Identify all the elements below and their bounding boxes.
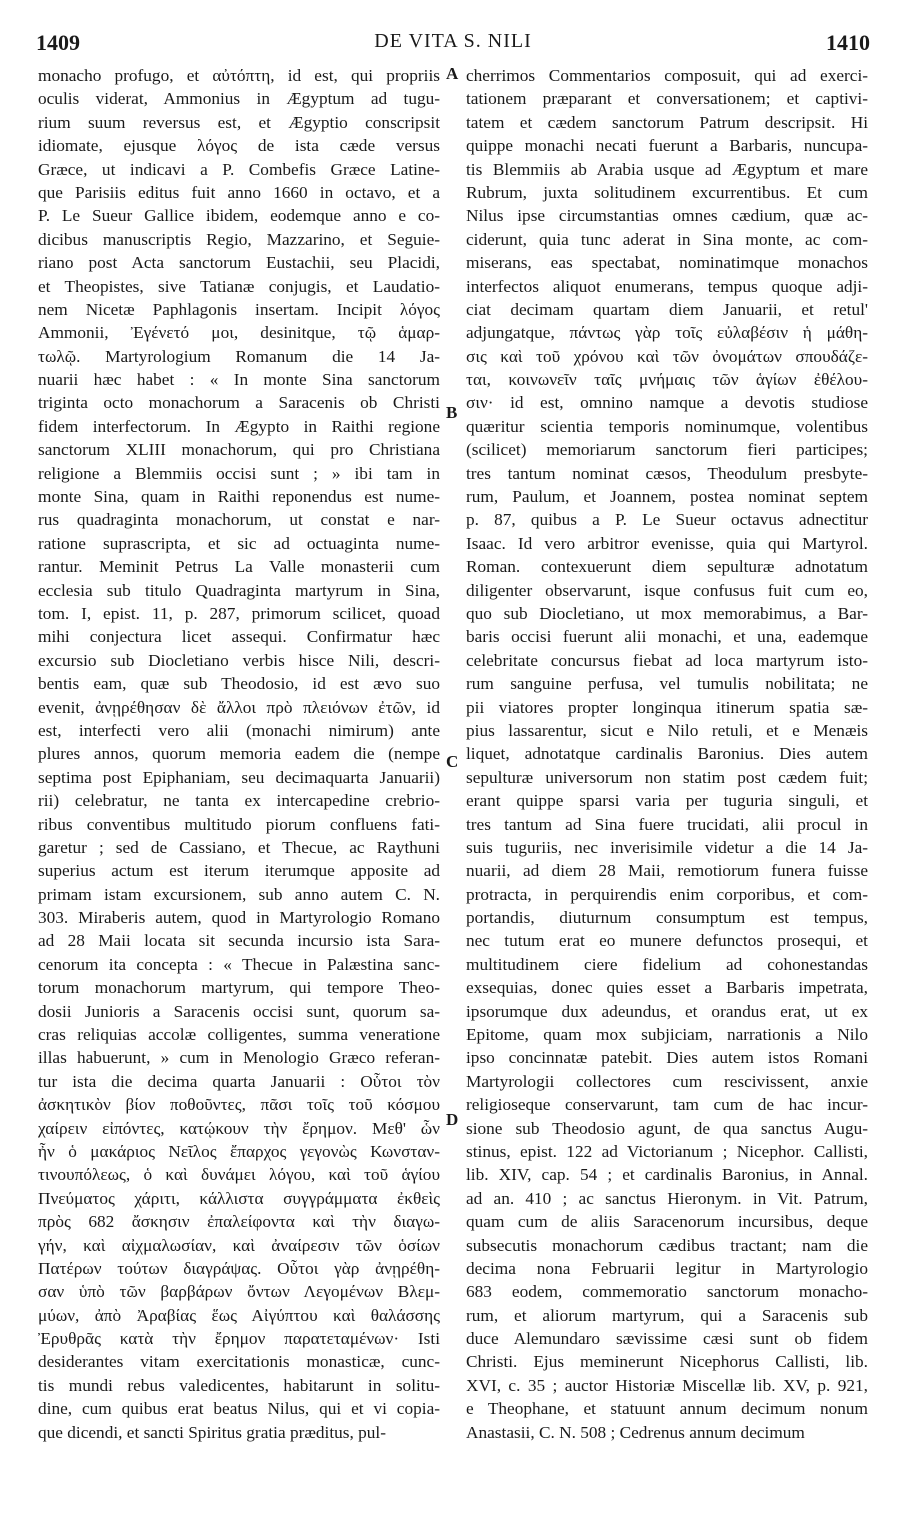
left-column-line: rus quadraginta monachorum, ut constat e nar- (38, 510, 440, 530)
right-column-line: stinus, epist. 122 ad Victorianum ; Nicephor. Callisti, (466, 1141, 868, 1161)
right-column-line: Roman. contexuerunt diem sepulturæ adnotatum (466, 557, 868, 577)
left-column-line: torum monachorum martyrum, qui tempore Theo- (38, 978, 440, 998)
left-column-line: desiderantes vitam exercitationis monasticæ, cunc- (38, 1352, 440, 1372)
left-column-line: septima post Epiphaniam, seu decimaquarta Januarii) (38, 767, 440, 787)
right-column-line: decima nona Februarii legitur in Martyrologio (466, 1258, 868, 1278)
left-column-line: monte Sina, quam in Raithi reponendus est nume- (38, 487, 440, 507)
left-column-line: ἀσκητικὸν βίον ποθοῦντες, πᾶσι τοῖς τοῦ κόσμου (38, 1095, 440, 1115)
right-column-line: quo sub Diocletiano, ut mox memorabimus, a Bar- (466, 603, 868, 623)
right-column-line: σιν· id est, omnino namque a devotis studiose (466, 393, 868, 413)
left-column-line: μύων, ἀπὸ Ἀραβίας ἕως Αἰγύπτου καὶ θαλάσσης (38, 1305, 440, 1325)
left-column-line: mihi conjectura licet assequi. Confirmatur hæc (38, 627, 440, 647)
left-column-line: P. Le Sueur Gallice ibidem, eodemque anno e co- (38, 206, 440, 226)
right-column-line: lib. XIV, cap. 54 ; et cardinalis Baronius, in Annal. (466, 1165, 868, 1185)
right-column-line: sione sub Theodosio agunt, de qua sanctus Augu- (466, 1118, 868, 1138)
right-column-line: quippe monachi necati fuerunt a Barbaris, nuncupa- (466, 136, 868, 156)
right-column-line: subsecutis monachorum cædibus tractant; nam die (466, 1235, 868, 1255)
margin-letter-a: A (446, 64, 459, 83)
right-column-line: Christi. Ejus meminerunt Nicephorus Callisti, lib. (466, 1352, 868, 1372)
right-column-line: Isaac. Id vero arbitror evenisse, quia qui Martyrol. (466, 533, 868, 553)
left-column-line: 303. Miraberis autem, quod in Martyrologio Romano (38, 908, 440, 928)
right-column-line: ipso concinnatæ patebit. Dies autem istos Romani (466, 1048, 868, 1068)
left-column-line: rantur. Meminit Petrus La Valle monasterii cum (38, 557, 440, 577)
left-column (38, 64, 440, 1444)
left-column-line: dicibus manuscriptis Regio, Mazzarino, et Seguie- (38, 229, 440, 249)
left-column-line: plures annos, quorum memoria eadem die (nempe (38, 744, 440, 764)
right-column-line: rum, Paulum, et Joannem, postea nominat septem (466, 487, 868, 507)
left-column-line: evenit, ἀνῃρέθησαν δὲ ἄλλοι πρὸ πλειόνων ἐτῶν, id (38, 697, 440, 717)
left-column-line: que Parisiis editus fuit anno 1660 in octavo, et a (38, 182, 440, 202)
margin-letter-b: B (446, 403, 458, 422)
left-column-line: ribus conventibus multitudo piorum confluens fati- (38, 814, 440, 834)
right-column-line: portandis, diuturnum consumptum est tempus, (466, 908, 868, 928)
running-title: DE VITA S. NILI (374, 30, 532, 52)
right-column-line: e Theophane, et statuunt annum decimum nonum (466, 1399, 868, 1419)
right-column-line: cherrimos Commentarios composuit, qui ad exerci- (466, 66, 868, 85)
right-column-line: ciat decimam quartam diem Januarii, et retul' (466, 299, 868, 319)
left-column-line: garetur ; sed de Cassiano, et Thecue, ac Raythuni (38, 837, 440, 857)
left-column-line: dosii Junioris a Saracenis occisi sunt, quorum sa- (38, 1001, 440, 1021)
right-column-line: ipsorumque dux adeundus, et orandus erat, ut ex (466, 1001, 868, 1021)
right-column (466, 64, 868, 1444)
right-page-number: 1410 (826, 30, 870, 55)
right-column-line: nuarii, ad diem 28 Maii, remotiorum funera fuisse (466, 861, 868, 881)
right-column-line: nec tutum erat eo munere defunctos prosequi, et (466, 931, 868, 951)
left-column-line: ad 28 Maii locata sit secunda incursio ista Sara- (38, 931, 440, 951)
left-column-line: τωλῷ. Martyrologium Romanum die 14 Ja- (38, 346, 440, 366)
right-column-line: duce Alemundaro sævissime cæsi sunt ob fidem (466, 1329, 868, 1349)
margin-letter-c: C (446, 752, 459, 771)
right-column-line: p. 87, quibus a P. Le Sueur octavus adnectitur (466, 510, 868, 530)
right-column-line: pius lassarentur, sicut e Nilo retuli, et e Menæis (466, 720, 868, 740)
right-column-line: tis Blemmiis ab Arabia usque ad Ægyptum et mare (466, 159, 868, 179)
left-column-line: rium suum reversus est, et Ægyptio conscripsit (38, 112, 440, 132)
right-column-line: tres tantum nominat cæsos, Theodulum presbyte- (466, 463, 868, 483)
left-column-line: oculis viderat, Ammonius in Ægyptum ad tugu- (38, 89, 440, 109)
left-column-line: que dicendi, et sancti Spiritus gratia præditus, pul- (38, 1422, 386, 1442)
left-column-line: et Theopistes, sive Tatianæ conjugis, et Laudatio- (38, 276, 440, 296)
left-column-line: monacho profugo, et αὐτόπτη, id est, qui propriis (38, 66, 440, 85)
right-column-line: ad an. 410 ; ac sanctus Hieronym. in Vit. Patrum, (466, 1188, 868, 1208)
left-column-line: nem Nicetæ Paphlagonis insertam. Incipit λόγος (38, 299, 440, 319)
left-column-line: τινουπόλεως, ὁ καὶ δυνάμει λόγου, καὶ τοῦ ἁγίου (38, 1165, 440, 1185)
right-column-line: Martyrologii collectores cum rescivissent, anxie (466, 1071, 868, 1091)
right-column-line: 683 eodem, commemoratio sanctorum monacho- (466, 1282, 868, 1302)
right-column-line: diligenter observarunt, isque confusus fuit cum eo, (466, 580, 868, 600)
left-column-line: cenorum ita concepta : « Thecue in Palæstina sanc- (38, 954, 440, 974)
left-column-line: ἦν ὁ μακάριος Νεῖλος ἔπαρχος γεγονὼς Κωνσταν- (38, 1141, 440, 1161)
left-column-line: ratione suprascripta, et sic ad octuaginta nume- (38, 533, 440, 553)
right-column-line: multitudinem ciere fidelium ad cohonestandas (466, 954, 868, 974)
right-column-line: quam cum de aliis Saracenorum incursibus, deque (466, 1212, 868, 1232)
right-column-line: sepulturæ universorum non statim post cædem fuit; (466, 767, 868, 787)
right-column-line: σις καὶ τοῦ χρόνου καὶ τῶν ὀνομάτων σπουδάζε- (466, 346, 868, 366)
right-column-line: ciderunt, quia tunc aderat in Sina monte, ac com- (466, 229, 868, 249)
left-column-line: religione a Blemmiis occisi sunt ; » ibi tam in (38, 463, 440, 483)
right-column-line: tationem præparant et conversationem; et captivi- (466, 89, 868, 109)
right-column-line: pii viatores propter longinqua itinerum spatia sæ- (466, 697, 868, 717)
left-column-line: Græce, ut indicavi a P. Combefis Græce Latine- (38, 159, 440, 179)
right-column-line: rum, et aliorum martyrum, qui a Saracenis sub (466, 1305, 868, 1325)
left-column-line: ecclesia sub titulo Quadraginta martyrum in Sina, (38, 580, 440, 600)
right-column-line: religioseque conservarunt, tam cum de hac incur- (466, 1095, 868, 1115)
left-column-line: excursio sub Diocletiano verbis hisce Nili, descri- (38, 650, 440, 670)
right-column-line: tres tantum ad Sina fuere trucidati, alii procul in (466, 814, 868, 834)
left-column-line: tis mundi rebus valedicentes, habitarunt in solitu- (38, 1375, 440, 1395)
left-column-line: Ἐρυθρᾶς κατὰ τὴν ἔρημον παρατεταμένων· Isti (38, 1329, 440, 1349)
left-column-line: idiomate, ejusque λόγος de ista cæde versus (38, 136, 440, 156)
left-column-line: riano post Acta sanctorum Eustachii, seu Placidi, (38, 253, 440, 273)
right-column-line: Epitome, quam mox subjiciam, narrationis a Nilo (466, 1025, 868, 1045)
right-column-line: celebritate concursus fiebat ad loca martyrum isto- (466, 650, 868, 670)
right-column-line: Rubrum, juxta solitudinem excurrentibus. Et cum (466, 182, 868, 202)
right-column-line: exsequias, donec quies esset a Barbaris impetrata, (466, 978, 868, 998)
right-column-line: miserans, eas spectabat, nominatimque monachos (466, 253, 868, 273)
right-column-line: suis tuguriis, nec inverisimile videtur a die 14 Ja- (466, 837, 868, 857)
right-column-line: baris occisi fuerunt alii monachi, et una, eademque (466, 627, 868, 647)
right-column-line: rum sanguine perfusa, vel tumulis nobilitata; ne (466, 674, 868, 694)
left-column-line: nuarii hæc habet : « In monte Sina sanctorum (38, 370, 440, 390)
right-column-line: interfectos aliquot enumerans, tempus quoque adji- (466, 276, 868, 296)
left-column-line: Πατέρων τούτων διαγράψας. Οὗτοι γὰρ ἀνῃρέθη- (38, 1258, 440, 1278)
left-column-line: fidem interfectorum. In Ægypto in Raithi regione (38, 416, 440, 436)
right-column-line: (scilicet) memoriarum sanctorum fieri participes; (466, 440, 868, 460)
right-column-line: XVI, c. 35 ; auctor Historiæ Miscellæ lib. XV, p. 921, (466, 1375, 868, 1395)
left-column-line: πρὸς 682 ἄσκησιν ἐπαλείφοντα καὶ τὴν διαγω- (38, 1212, 440, 1232)
left-column-line: cras reliquias accolæ colligentes, summa veneratione (38, 1025, 440, 1045)
left-column-line: Ammonii, Ἐγένετό μοι, desinitque, τῷ ἁμαρ- (38, 323, 440, 343)
right-column-line: erant quippe sparsi varia per tuguria singuli, et (466, 791, 868, 811)
right-column-line: adjungatque, πάντως γὰρ τοῖς εὐλαβέσιν ἡ μάθη- (466, 323, 868, 343)
left-column-line: sanctorum XLIII monachorum, qui pro Christiana (38, 440, 440, 460)
left-column-line: tom. I, epist. 11, p. 287, primorum scilicet, quoad (38, 603, 440, 623)
left-column-line: dine, cum quibus erat beatus Nilus, qui et vi copia- (38, 1399, 440, 1419)
left-column-line: est, interfecti vero alii (monachi nimirum) ante (38, 720, 440, 740)
right-column-line: protracta, in perquirendis enim corporibus, et com- (466, 884, 868, 904)
left-column-line: tur ista die decima quarta Januarii : Οὗτοι τὸν (38, 1071, 440, 1091)
right-column-line: tatem et cædem sanctorum Patrum descripsit. Hi (466, 112, 868, 132)
right-column-line: liquet, adnotatque cardinalis Baronius. Dies autem (466, 744, 868, 764)
left-column-line: Πνεύματος χάριτι, κάλλιστα συγγράμματα ἐκθεὶς (38, 1188, 440, 1208)
margin-letter-d: D (446, 1110, 459, 1129)
right-column-line: Nilus ipse circumstantias omnes cædium, quæ ac- (466, 206, 868, 226)
right-column-line: quæritur scientia temporis nominumque, volentibus (466, 416, 868, 436)
left-column-line: illas habuerunt, » cum in Menologio Græco referan- (38, 1048, 440, 1068)
left-column-line: primam istam excursionem, sub anno autem C. N. (38, 884, 440, 904)
left-column-line: bentis eam, quæ sub Theodosio, id est ævo suo (38, 674, 440, 694)
left-column-line: γήν, καὶ αἰχμαλωσίαν, καὶ ἀναίρεσιν τῶν ὁσίων (38, 1235, 440, 1255)
left-column-line: superius actum est iterum iterumque apposite ad (38, 861, 440, 881)
left-page-number: 1409 (36, 30, 80, 55)
right-column-line: ται, κοινωνεῖν ταῖς μνήμαις τῶν ἁγίων ἐθέλου- (466, 370, 868, 390)
left-column-line: σαν ὑπὸ τῶν βαρβάρων ὄντων Λεγομένων Βλεμ- (38, 1282, 440, 1302)
page-header (36, 30, 870, 60)
left-column-line: rii) celebratur, ne tanta ex intercapedine crebrio- (38, 791, 440, 811)
left-column-line: χαίρειν εἰπόντες, κατῴκουν τὴν ἔρημον. Μεθ' ὧν (38, 1118, 440, 1138)
left-column-line: triginta octo monachorum a Saracenis ob Christi (38, 393, 440, 413)
right-column-line: Anastasii, C. N. 508 ; Cedrenus annum decimum (466, 1422, 805, 1442)
